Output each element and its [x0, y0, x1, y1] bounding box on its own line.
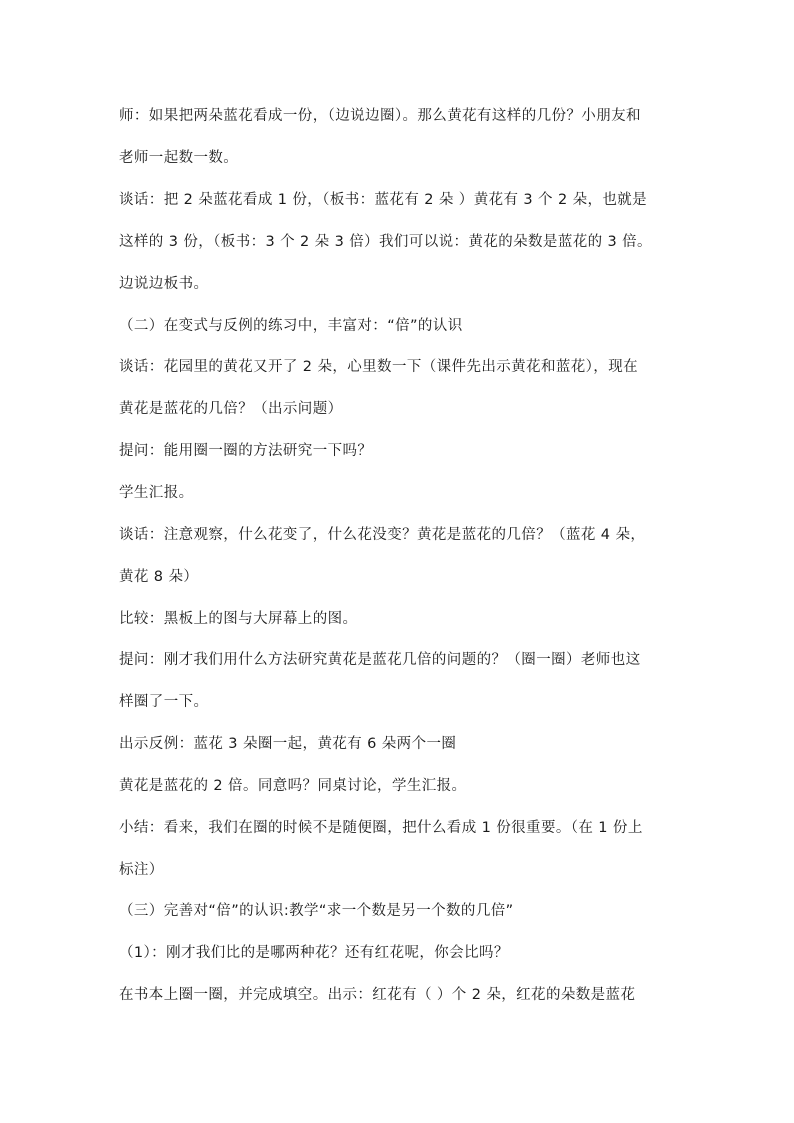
paragraph-line: 比较：黑板上的图与大屏幕上的图。 [119, 611, 358, 627]
paragraph-line: 样圈了一下。 [119, 694, 209, 710]
paragraph-line: 师：如果把两朵蓝花看成一份，（边说边圈）。那么黄花有这样的几份？小朋友和 [119, 108, 641, 124]
paragraph-line: 提问：刚才我们用什么方法研究黄花是蓝花几倍的问题的？（圈一圈）老师也这 [119, 652, 641, 668]
paragraph-line: 谈话：花园里的黄花又开了 2 朵，心里数一下（课件先出示黄花和蓝花），现在 [119, 359, 638, 375]
paragraph-line: 边说边板书。 [119, 276, 209, 292]
paragraph-line: 谈话：把 2 朵蓝花看成 1 份，（板书：蓝花有 2 朵 ）黄花有 3 个 2 朵，也就是 [119, 192, 648, 208]
paragraph-line: （1）：刚才我们比的是哪两种花？还有红花呢，你会比吗？ [119, 945, 509, 961]
paragraph-line: 黄花是蓝花的 2 倍。同意吗？同桌讨论，学生汇报。 [119, 778, 467, 794]
paragraph-line: 谈话：注意观察，什么花变了，什么花没变？黄花是蓝花的几倍？（蓝花 4 朵， [119, 527, 646, 543]
section-heading: （三）完善对“倍”的认识:教学“求一个数是另一个数的几倍” [119, 903, 514, 919]
paragraph-line: 黄花是蓝花的几倍？（出示问题） [119, 401, 343, 417]
paragraph-line: 小结：看来，我们在圈的时候不是随便圈，把什么看成 1 份很重要。（在 1 份上 [119, 820, 643, 836]
paragraph-line: 在书本上圈一圈，并完成填空。出示：红花有（ ）个 2 朵，红花的朵数是蓝花 [119, 987, 636, 1003]
section-heading: （二）在变式与反例的练习中，丰富对：“倍”的认识 [119, 318, 463, 334]
paragraph-line: 学生汇报。 [119, 485, 194, 501]
paragraph-line: 这样的 3 份，（板书：3 个 2 朵 3 倍）我们可以说：黄花的朵数是蓝花的 3 倍。 [119, 234, 652, 250]
paragraph-line: 黄花 8 朵） [119, 569, 199, 585]
paragraph-line: 老师一起数一数。 [119, 150, 239, 166]
paragraph-line: 标注） [119, 862, 164, 878]
paragraph-line: 出示反例：蓝花 3 朵圈一起，黄花有 6 朵两个一圈 [119, 736, 457, 752]
paragraph-line: 提问：能用圈一圈的方法研究一下吗？ [119, 443, 373, 459]
